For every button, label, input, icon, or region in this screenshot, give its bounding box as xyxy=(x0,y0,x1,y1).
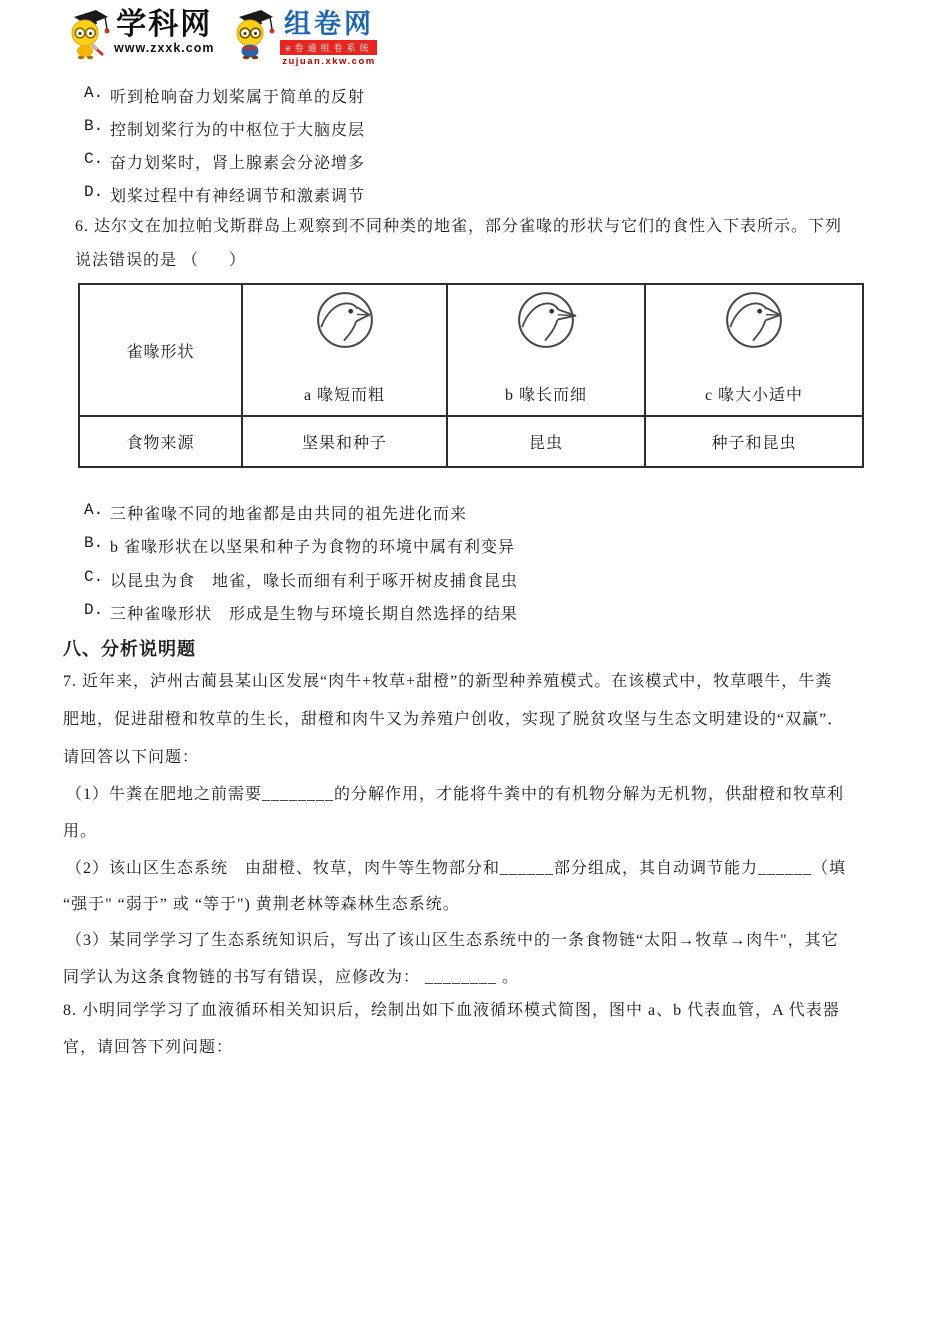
zujuan-logo xyxy=(228,6,377,67)
q7-blank-3-line-cont: 同学认为这条食物链的书写有错误，应修改为： ________ 。 xyxy=(63,969,520,986)
zxxk-logo-url: www.zxxk.com xyxy=(114,41,215,55)
option-text: 三种雀喙不同的地雀都是由共同的祖先进化而来 xyxy=(110,506,468,523)
option-letter: B. xyxy=(84,117,104,135)
q8-line-2: 官，请回答下列问题： xyxy=(63,1039,234,1056)
finch-b-cell xyxy=(447,284,645,416)
zujuan-mascot-icon xyxy=(228,6,276,65)
beak-shape-row xyxy=(79,284,863,416)
zujuan-logo-banner: e卷通组卷系统 xyxy=(280,40,377,55)
q6-stem-line-2: 说法错误的是 （ ） xyxy=(75,252,247,269)
q8-line-1: 8. 小明同学学习了血液循环相关知识后，绘制出如下血液循环模式简图，图中 a、b 代表血管，A 代表器 xyxy=(63,1002,840,1019)
q6-option-a xyxy=(84,501,467,524)
section-8-title: 八、分析说明题 xyxy=(63,639,196,659)
q5-option-b xyxy=(84,117,365,140)
finch-c-medium-beak-icon xyxy=(723,289,785,356)
option-text: b 雀喙形状在以坚果和种子为食物的环境中属有利变异 xyxy=(110,539,516,556)
zxxk-logo xyxy=(64,6,214,65)
q6-stem-line-1: 6. 达尔文在加拉帕戈斯群岛上观察到不同种类的地雀，部分雀喙的形状与它们的食性入下表所示。下列 xyxy=(75,218,843,235)
finch-a-cell xyxy=(242,284,447,416)
finch-b-caption: b 喙长而细 xyxy=(504,387,587,404)
q5-option-a xyxy=(84,84,365,107)
q7-line-2: 肥地，促进甜橙和牧草的生长，甜橙和肉牛又为养殖户创收，实现了脱贫攻坚与生态文明建设的“双赢”． xyxy=(63,711,845,728)
option-letter: C. xyxy=(84,150,104,168)
finch-a-short-stout-beak-icon xyxy=(314,289,376,356)
finch-b-long-thin-beak-icon xyxy=(515,289,577,356)
zujuan-logo-title: 组卷网 xyxy=(283,9,374,39)
finch-a-food: 坚果和种子 xyxy=(242,416,447,467)
option-letter: C. xyxy=(84,568,104,586)
option-text: 听到枪响奋力划桨属于简单的反射 xyxy=(110,89,366,106)
q7-line-3: 请回答以下问题： xyxy=(63,749,200,766)
zxxk-mascot-icon xyxy=(64,6,110,65)
option-text: 奋力划桨时，肾上腺素会分泌增多 xyxy=(110,155,366,172)
food-source-row xyxy=(79,416,863,467)
option-text: 控制划桨行为的中枢位于大脑皮层 xyxy=(110,122,366,139)
beak-shape-header: 雀喙形状 xyxy=(79,284,242,416)
option-letter: D. xyxy=(84,183,104,201)
q5-option-c xyxy=(84,150,365,173)
option-letter: A. xyxy=(84,501,104,519)
zujuan-logo-text xyxy=(280,10,377,67)
zxxk-logo-title: 学科网 xyxy=(116,8,213,41)
zujuan-logo-url: zujuan.xkw.com xyxy=(282,56,376,67)
option-letter: D. xyxy=(84,601,104,619)
q6-option-c xyxy=(84,568,518,591)
finch-b-food: 昆虫 xyxy=(447,416,645,467)
finch-c-caption: c 喙大小适中 xyxy=(704,387,804,404)
finch-table xyxy=(78,283,864,468)
q7-blank-1-line: （1）牛粪在肥地之前需要________的分解作用，才能将牛粪中的有机物分解为无机物，供甜橙和牧草利 xyxy=(66,786,845,803)
q6-option-d xyxy=(84,601,518,624)
option-letter: B. xyxy=(84,534,104,552)
finch-a-caption: a 喙短而粗 xyxy=(303,387,386,404)
q7-blank-3-line: （3）某同学学习了生态系统知识后，写出了该山区生态系统中的一条食物链“太阳→牧草→肉牛"，其它 xyxy=(66,932,839,949)
zxxk-logo-text xyxy=(114,10,214,55)
finch-c-cell xyxy=(645,284,863,416)
food-source-header: 食物来源 xyxy=(79,416,242,467)
finch-c-food: 种子和昆虫 xyxy=(645,416,863,467)
q6-option-b xyxy=(84,534,515,557)
option-text: 三种雀喙形状 形成是生物与环境长期自然选择的结果 xyxy=(110,606,519,623)
option-text: 划桨过程中有神经调节和激素调节 xyxy=(110,188,366,205)
option-text: 以昆虫为食 地雀，喙长而细有利于啄开树皮捕食昆虫 xyxy=(110,573,519,590)
q5-option-d xyxy=(84,183,365,206)
q7-line-1: 7. 近年来，泸州古蔺县某山区发展“肉牛+牧草+甜橙”的新型种养殖模式。在该模式中，牧草喂牛，牛粪 xyxy=(63,673,833,690)
q7-blank-1-line-cont: 用。 xyxy=(63,823,98,840)
q7-blank-2-line-cont: “强于" “弱于” 或 “等于") 黄荆老林等森林生态系统。 xyxy=(63,896,460,913)
q7-blank-2-line: （2）该山区生态系统 由甜橙、牧草，肉牛等生物部分和______部分组成，其自动调节能力______（填 xyxy=(66,860,847,877)
option-letter: A. xyxy=(84,84,104,102)
logo-bar xyxy=(64,6,377,67)
